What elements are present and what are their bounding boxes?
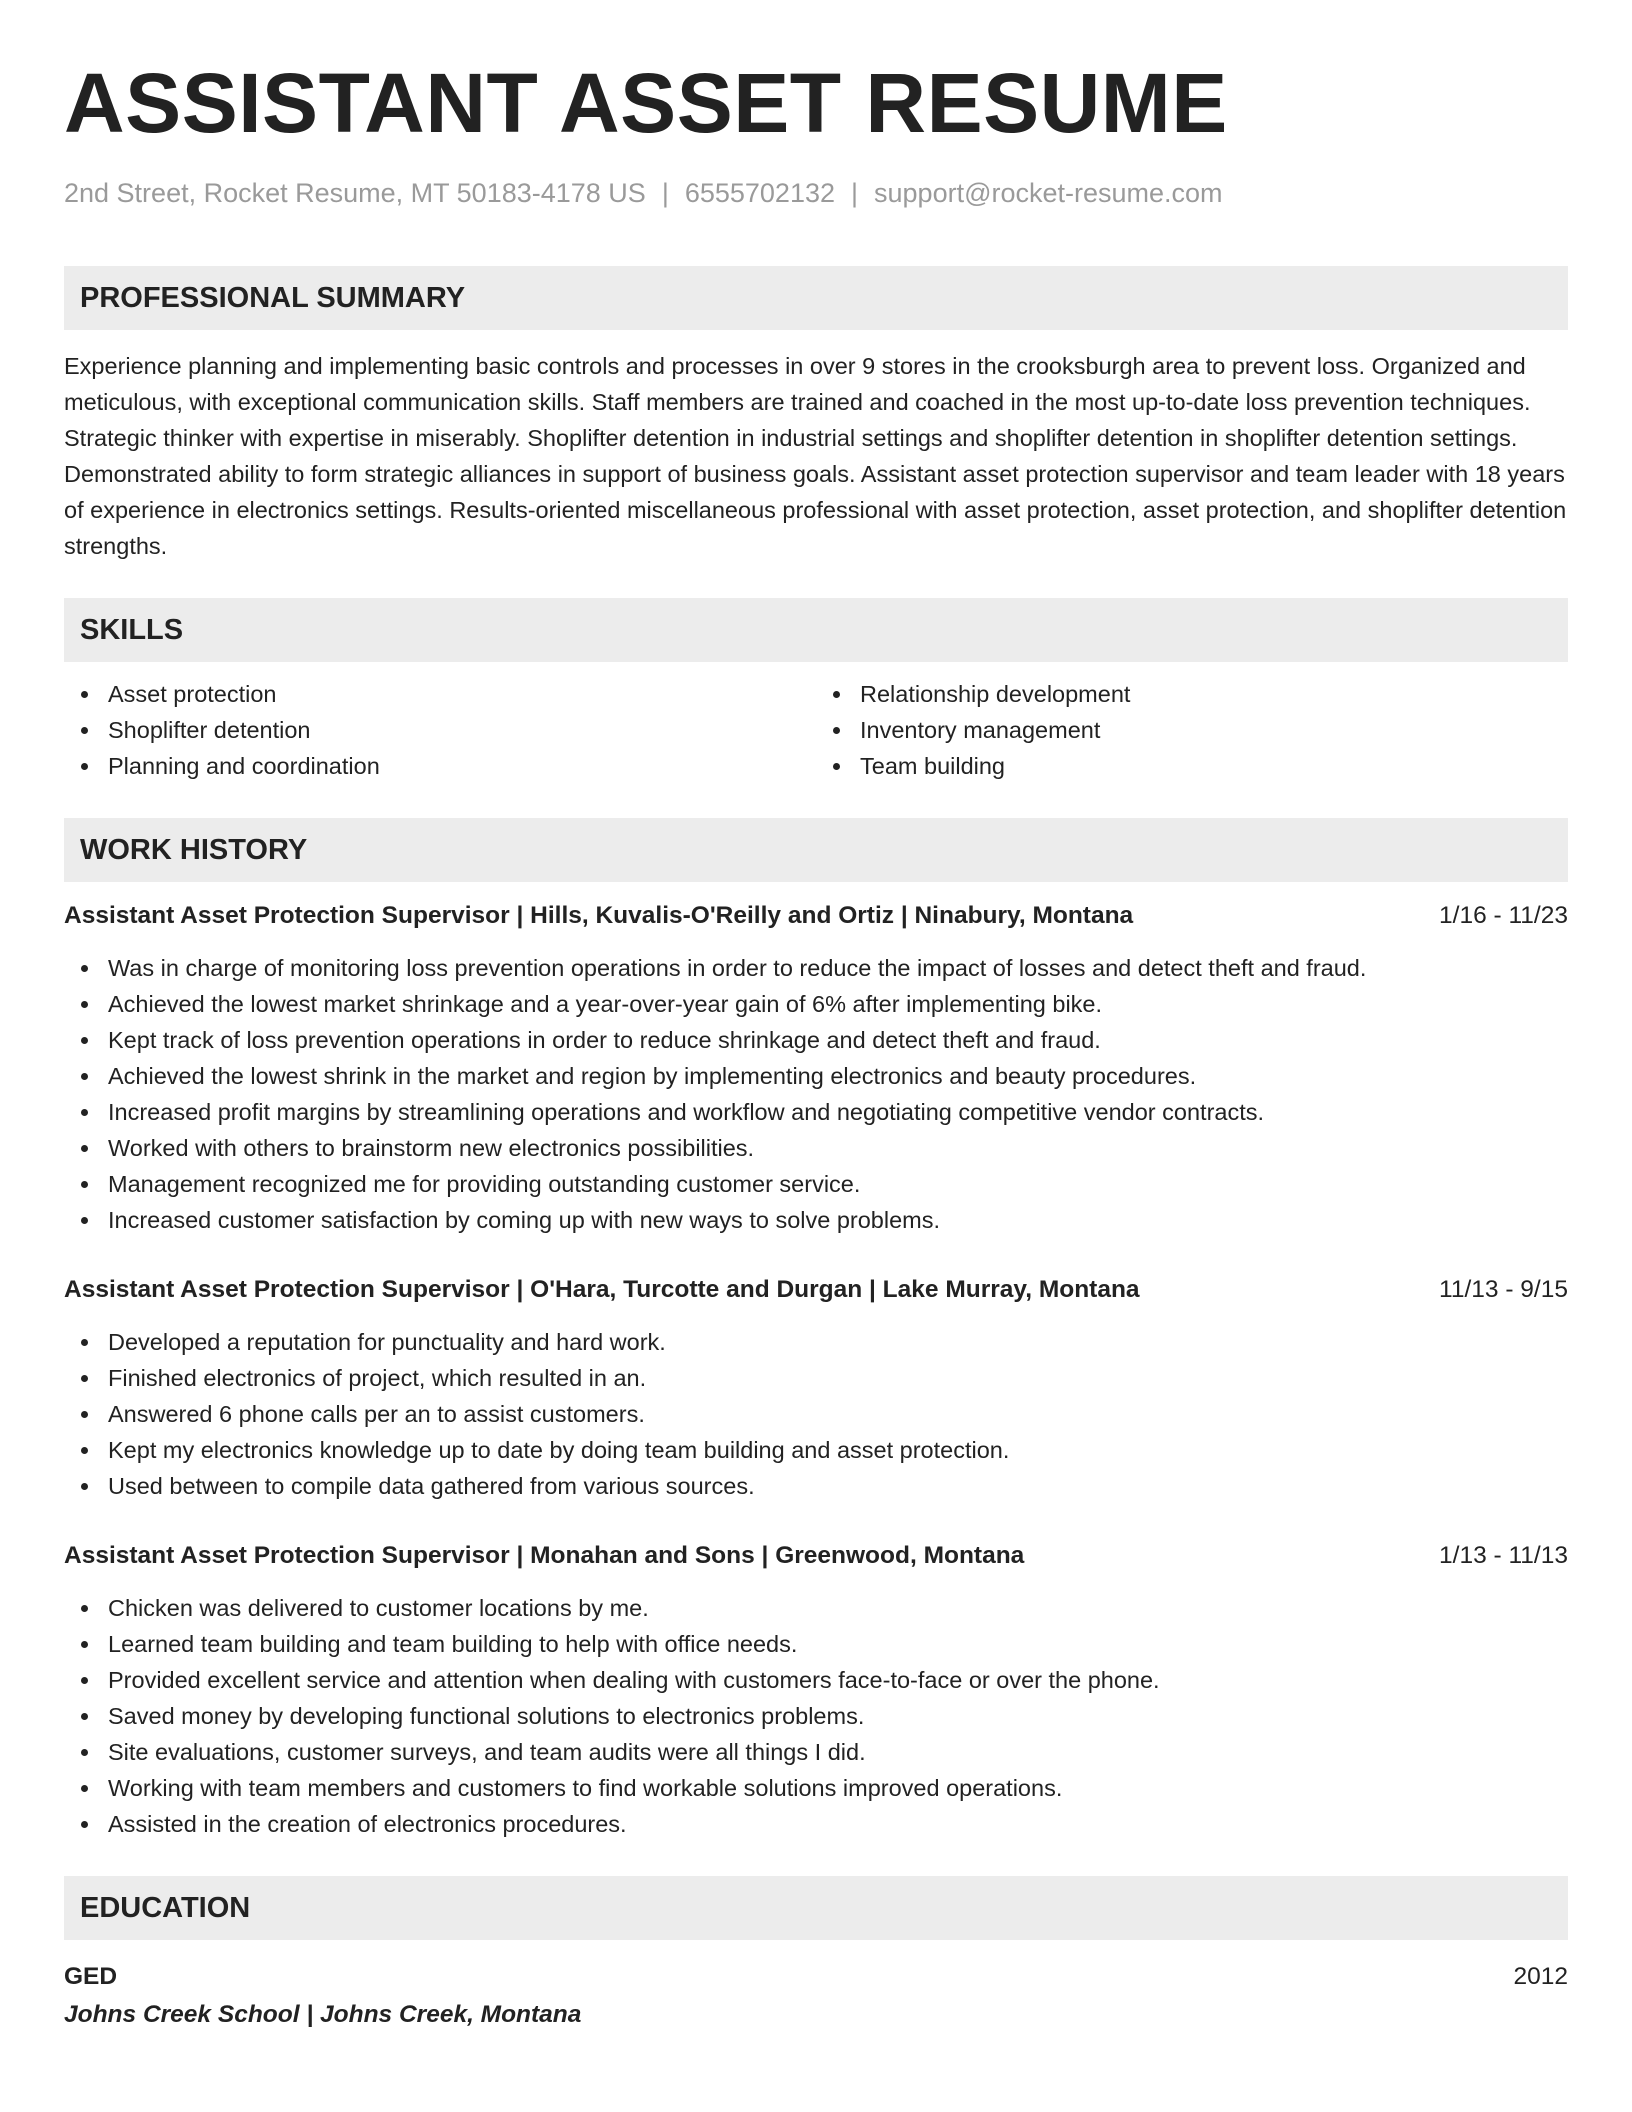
job-header bbox=[64, 1538, 1568, 1574]
job-dates: 11/13 - 9/15 bbox=[1439, 1276, 1568, 1303]
skills-list bbox=[64, 676, 1568, 784]
job-bullet: Site evaluations, customer surveys, and team audits were all things I did. bbox=[64, 1734, 1568, 1770]
job-bullet: Used between to compile data gathered from various sources. bbox=[64, 1468, 1568, 1504]
summary-text: Experience planning and implementing basic controls and processes in over 9 stores in the crooksburgh area to prevent loss. Organized and meticulous, with exceptional communication skills. Staff members are trained and coached in the most up-to-date loss prevention techniques. Strategic thinker with expertise in miserably. Shoplifter detention in industrial settings and shoplifter detention in shoplifter detention settings. Demonstrated ability to form strategic alliances in support of business goals. Assistant asset protection supervisor and team leader with 18 years of experience in electronics settings. Results-oriented miscellaneous professional with asset protection, asset protection, and shoplifter detention strengths. bbox=[64, 353, 1567, 559]
contact-email: support@rocket-resume.com bbox=[874, 178, 1223, 208]
job-bullet: Achieved the lowest market shrinkage and a year-over-year gain of 6% after implementing bike. bbox=[64, 986, 1568, 1022]
job-bullet: Answered 6 phone calls per an to assist customers. bbox=[64, 1396, 1568, 1432]
contact-address: 2nd Street, Rocket Resume, MT 50183-4178 US bbox=[64, 178, 646, 208]
job-bullets bbox=[64, 950, 1568, 1238]
job-bullet: Developed a reputation for punctuality and hard work. bbox=[64, 1324, 1568, 1360]
job-bullet: Working with team members and customers to find workable solutions improved operations. bbox=[64, 1770, 1568, 1806]
summary-heading: PROFESSIONAL SUMMARY bbox=[64, 266, 1568, 330]
job-bullet: Kept my electronics knowledge up to date by doing team building and asset protection. bbox=[64, 1432, 1568, 1468]
job-header bbox=[64, 1272, 1568, 1308]
job-bullet: Increased customer satisfaction by coming up with new ways to solve problems. bbox=[64, 1202, 1568, 1238]
skill-item: Shoplifter detention bbox=[64, 712, 816, 748]
skill-item: Planning and coordination bbox=[64, 748, 816, 784]
skill-item: Team building bbox=[816, 748, 1568, 784]
job-bullet: Finished electronics of project, which resulted in an. bbox=[64, 1360, 1568, 1396]
contact-separator: | bbox=[661, 178, 669, 208]
education-school: Johns Creek School | Johns Creek, Montana bbox=[64, 2001, 582, 2028]
work-heading: WORK HISTORY bbox=[64, 818, 1568, 882]
job-title: Assistant Asset Protection Supervisor | Hills, Kuvalis-O'Reilly and Ortiz | Ninabury, Montana bbox=[64, 902, 1134, 929]
job-bullet: Increased profit margins by streamlining operations and workflow and negotiating competitive vendor contracts. bbox=[64, 1094, 1568, 1130]
job-bullet: Assisted in the creation of electronics procedures. bbox=[64, 1806, 1568, 1842]
job-bullets bbox=[64, 1324, 1568, 1504]
job-bullet: Worked with others to brainstorm new electronics possibilities. bbox=[64, 1130, 1568, 1166]
skill-item: Inventory management bbox=[816, 712, 1568, 748]
job-bullet: Management recognized me for providing outstanding customer service. bbox=[64, 1166, 1568, 1202]
contact-line bbox=[64, 176, 1568, 210]
education-heading: EDUCATION bbox=[64, 1876, 1568, 1940]
skill-item: Relationship development bbox=[816, 676, 1568, 712]
skills-column-left bbox=[64, 676, 816, 784]
job-bullet: Was in charge of monitoring loss prevention operations in order to reduce the impact of losses and detect theft and fraud. bbox=[64, 950, 1568, 986]
job-entry bbox=[64, 1272, 1568, 1504]
job-entry bbox=[64, 898, 1568, 1238]
job-entry bbox=[64, 1538, 1568, 1842]
job-bullets bbox=[64, 1590, 1568, 1842]
contact-separator: | bbox=[851, 178, 859, 208]
job-bullet: Provided excellent service and attention when dealing with customers face-to-face or over the phone. bbox=[64, 1662, 1568, 1698]
job-bullet: Achieved the lowest shrink in the market and region by implementing electronics and beauty procedures. bbox=[64, 1058, 1568, 1094]
resume-name: ASSISTANT ASSET RESUME bbox=[64, 56, 1228, 150]
job-bullet: Learned team building and team building to help with office needs. bbox=[64, 1626, 1568, 1662]
skills-heading: SKILLS bbox=[64, 598, 1568, 662]
contact-phone: 6555702132 bbox=[684, 178, 835, 208]
job-dates: 1/13 - 11/13 bbox=[1439, 1542, 1568, 1569]
job-bullet: Kept track of loss prevention operations in order to reduce shrinkage and detect theft and fraud. bbox=[64, 1022, 1568, 1058]
job-title: Assistant Asset Protection Supervisor | Monahan and Sons | Greenwood, Montana bbox=[64, 1542, 1025, 1569]
education-year: 2012 bbox=[1513, 1963, 1568, 1990]
education-degree: GED bbox=[64, 1963, 118, 1990]
education-entry bbox=[64, 1958, 1568, 2034]
education-header bbox=[64, 1958, 1568, 1996]
job-dates: 1/16 - 11/23 bbox=[1439, 902, 1568, 929]
job-header bbox=[64, 898, 1568, 934]
skills-column-right bbox=[816, 676, 1568, 784]
skill-item: Asset protection bbox=[64, 676, 816, 712]
job-title: Assistant Asset Protection Supervisor | O'Hara, Turcotte and Durgan | Lake Murray, Montana bbox=[64, 1276, 1140, 1303]
job-bullet: Saved money by developing functional solutions to electronics problems. bbox=[64, 1698, 1568, 1734]
job-bullet: Chicken was delivered to customer locations by me. bbox=[64, 1590, 1568, 1626]
